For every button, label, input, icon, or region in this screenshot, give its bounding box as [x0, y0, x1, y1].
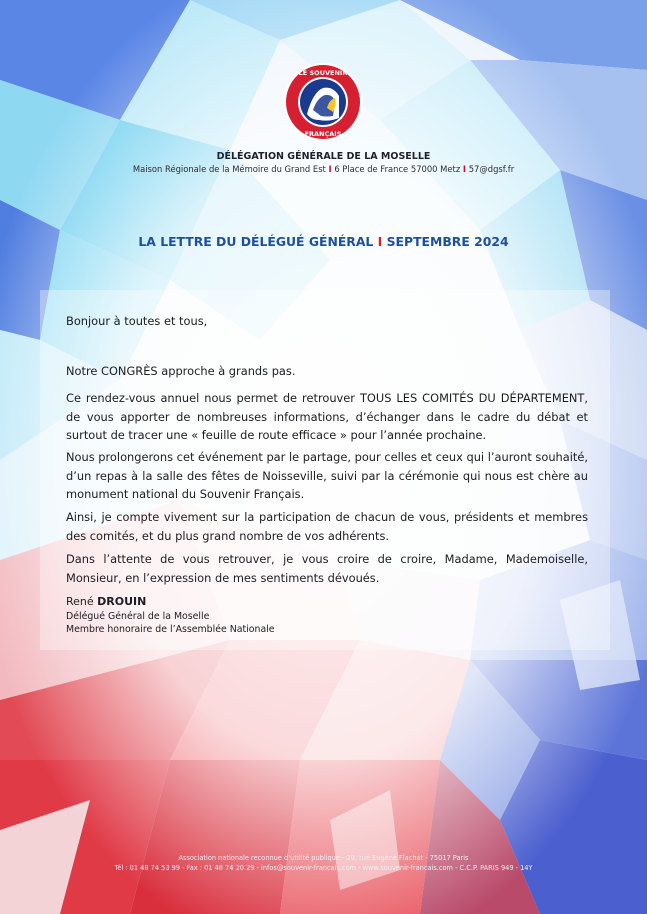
letter-title-left: LA LETTRE DU DÉLÉGUÉ GÉNÉRAL	[138, 234, 374, 249]
separator: I	[328, 164, 332, 174]
signature-honor: Membre honoraire de l’Assemblée Nationale	[66, 624, 275, 635]
address-part1: Maison Régionale de la Mémoire du Grand Est	[132, 164, 326, 174]
address-part2: 6 Place de France 57000 Metz	[334, 164, 461, 174]
paragraph-1: Notre CONGRÈS approche à grands pas.	[66, 364, 296, 378]
email-link[interactable]: 57@dgsf.fr	[468, 164, 515, 174]
signature-last-name: DROUIN	[97, 595, 147, 608]
paragraph-4: Ainsi, je compte vivement sur la participation de chacun de vous, présidents et membres des comités, et du plus grand nombre de vos adhérents.	[66, 510, 588, 543]
paragraph-3: Nous prolongerons cet événement par le partage, pour celles et ceux qui l’auront souhaité, d’un repas à la salle des fêtes de Noisseville, suivi par la cérémonie qui nous est chère au monument national du Souvenir Français.	[66, 450, 588, 502]
title-separator: I	[377, 234, 383, 249]
signature-role: Délégué Général de la Moselle	[66, 611, 210, 622]
delegation-address	[0, 164, 647, 174]
separator: I	[462, 164, 467, 174]
footer-contacts: Tél : 01 48 74 53 99 - Fax : 01 48 74 20 29 - infos@souvenir-francais.com - www.souvenir-francais.com - C.C.P. PARIS 949 - 14Y	[114, 864, 533, 872]
paragraph-5: Dans l’attente de vous retrouver, je vous croire de croire, Madame, Mademoiselle, Monsieur, en l’expression de mes sentiments dévoués.	[66, 552, 588, 585]
footer-association: Association nationale reconnue d’utilité publique - 20, rue Eugène Flachat - 75017 Paris	[178, 854, 469, 862]
greeting: Bonjour à toutes et tous,	[66, 314, 208, 328]
paragraph-2: Ce rendez-vous annuel nous permet de retrouver TOUS LES COMITÉS DU DÉPARTEMENT, de vous apporter de nombreuses informations, d’échanger dans le cadre du débat et surtout de tracer une « feuille de route efficace » pour l’année prochaine.	[66, 391, 588, 443]
svg-text:LE SOUVENIR: LE SOUVENIR	[298, 69, 348, 77]
letter-title-date: SEPTEMBRE 2024	[386, 234, 509, 249]
svg-text:FRANÇAIS: FRANÇAIS	[304, 130, 342, 138]
souvenir-francais-logo	[283, 62, 363, 142]
signature-name	[66, 595, 146, 608]
signature-first-name: René	[66, 595, 94, 608]
letter-title	[0, 234, 647, 249]
delegation-title: DÉLÉGATION GÉNÉRALE DE LA MOSELLE	[216, 151, 431, 162]
